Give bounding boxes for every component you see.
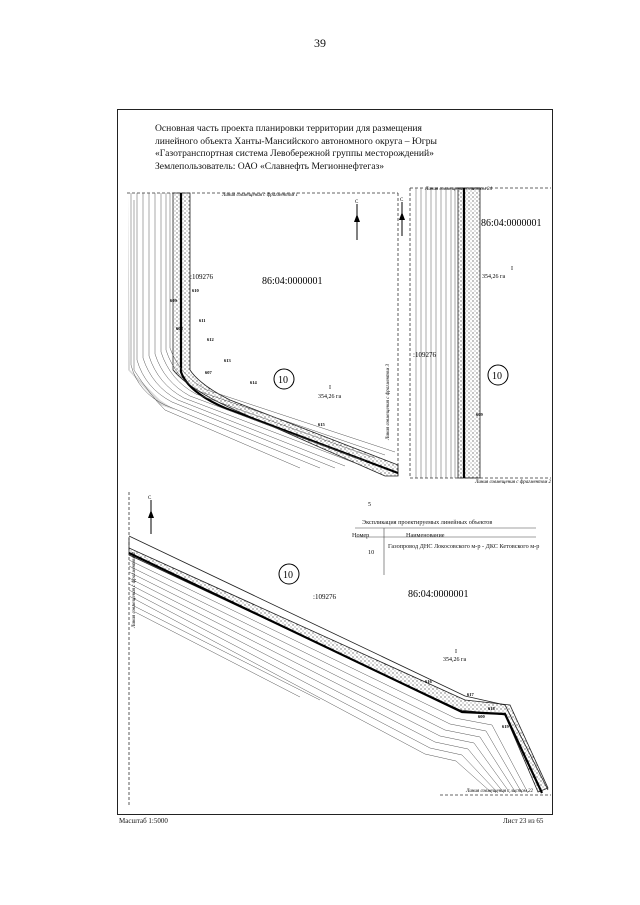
fragment2-cadastral: 86:04:0000001 — [481, 218, 542, 229]
title-line-1: Основная часть проекта планировки территории для размещения — [155, 123, 422, 134]
legend-row-name: Газопровод ДНС Локосовского м-р - ДКС Кетовского м-р — [388, 543, 540, 550]
svg-text:608: 608 — [176, 326, 183, 331]
legend-lines — [355, 528, 536, 575]
svg-text:609: 609 — [170, 298, 177, 303]
svg-text:С: С — [148, 496, 152, 501]
fragment1-corridor — [173, 193, 398, 476]
svg-text:618: 618 — [488, 706, 495, 711]
svg-text:С: С — [355, 200, 359, 205]
fragment3-footer-label: Линия совмещения с листом 22 — [466, 789, 534, 794]
fragment2-corridor — [458, 188, 480, 478]
title-line-4: Землепользователь: ОАО «Славнефть Мегионнефтегаз» — [155, 160, 385, 172]
scale-label: Масштаб 1:5000 — [119, 817, 168, 825]
fragment2-parcel: :109276 — [413, 351, 436, 359]
fragment2-picket: 609 — [476, 412, 483, 417]
svg-text:614: 614 — [250, 380, 257, 385]
legend-title: Экспликация проектируемых линейных объектов — [362, 519, 493, 526]
sheet-label: Лист 23 из 65 — [503, 817, 544, 825]
fragment3-object-number: 10 — [283, 570, 293, 581]
svg-text:617: 617 — [467, 692, 474, 697]
svg-text:619: 619 — [502, 724, 509, 729]
fragment3-cadastral: 86:04:0000001 — [408, 589, 469, 600]
fragment1-cadastral: 86:04:0000001 — [262, 276, 323, 287]
svg-text:610: 610 — [192, 288, 199, 293]
fragment2-header-label: Линия совмещения с листом 24 — [425, 187, 493, 192]
fragment1-header-label: Линия совмещения с фрагментом 1 — [222, 193, 299, 198]
svg-text:616: 616 — [425, 679, 432, 684]
page-number: 39 — [314, 36, 326, 50]
fragment3-pipeline — [129, 553, 542, 793]
fragment1-area-label: I — [329, 385, 331, 391]
legend-header-number: Номер — [352, 532, 370, 539]
fragment2-area: 354,26 га — [482, 274, 506, 280]
svg-text:613: 613 — [224, 358, 231, 363]
fragment3-parcel: :109276 — [313, 593, 336, 601]
fragment-2 — [399, 187, 552, 485]
fragment3-area: 354,26 га — [443, 657, 467, 663]
fragment1-parcel: :109276 — [190, 273, 213, 281]
fragment3-corridor — [129, 538, 548, 792]
legend-row-number: 10 — [368, 549, 375, 556]
fragment1-existing-lines — [131, 193, 395, 468]
svg-text:607: 607 — [205, 370, 212, 375]
title-line-3: «Газотранспортная система Левобережной группы месторождений» — [155, 148, 434, 159]
fragment2-object-number: 10 — [492, 371, 502, 382]
svg-text:612: 612 — [207, 337, 214, 342]
fragment2-footer-label: Линия совмещения с фрагментом 2 — [475, 480, 552, 485]
fragment-1 — [127, 193, 398, 476]
fragment1-north-arrow — [354, 200, 360, 240]
fragment1-object-number: 10 — [278, 375, 288, 386]
fragment2-area-label: I — [511, 266, 513, 272]
fragment3-mark: 5 — [368, 502, 371, 508]
legend-header-name: Наименование — [406, 532, 445, 539]
fragment1-area: 354,26 га — [318, 394, 342, 400]
fragment3-area-label: I — [455, 649, 457, 655]
fragment2-existing-lines — [416, 188, 455, 478]
fragment-3 — [129, 492, 551, 806]
svg-text:611: 611 — [199, 318, 206, 323]
title-line-2: линейного объекта Ханты-Мансийского автономного округа – Югры — [155, 135, 437, 147]
fragment3-north-arrow — [148, 496, 154, 534]
svg-text:С: С — [400, 198, 404, 203]
fragment2-north-arrow — [399, 198, 405, 236]
fragment3-side-label: Линия совмещения с фрагментом 2 — [132, 551, 137, 628]
svg-text:600: 600 — [478, 714, 485, 719]
fragment1-side-label: Линия совмещения с фрагментом 3 — [386, 363, 391, 440]
svg-text:615: 615 — [318, 422, 325, 427]
